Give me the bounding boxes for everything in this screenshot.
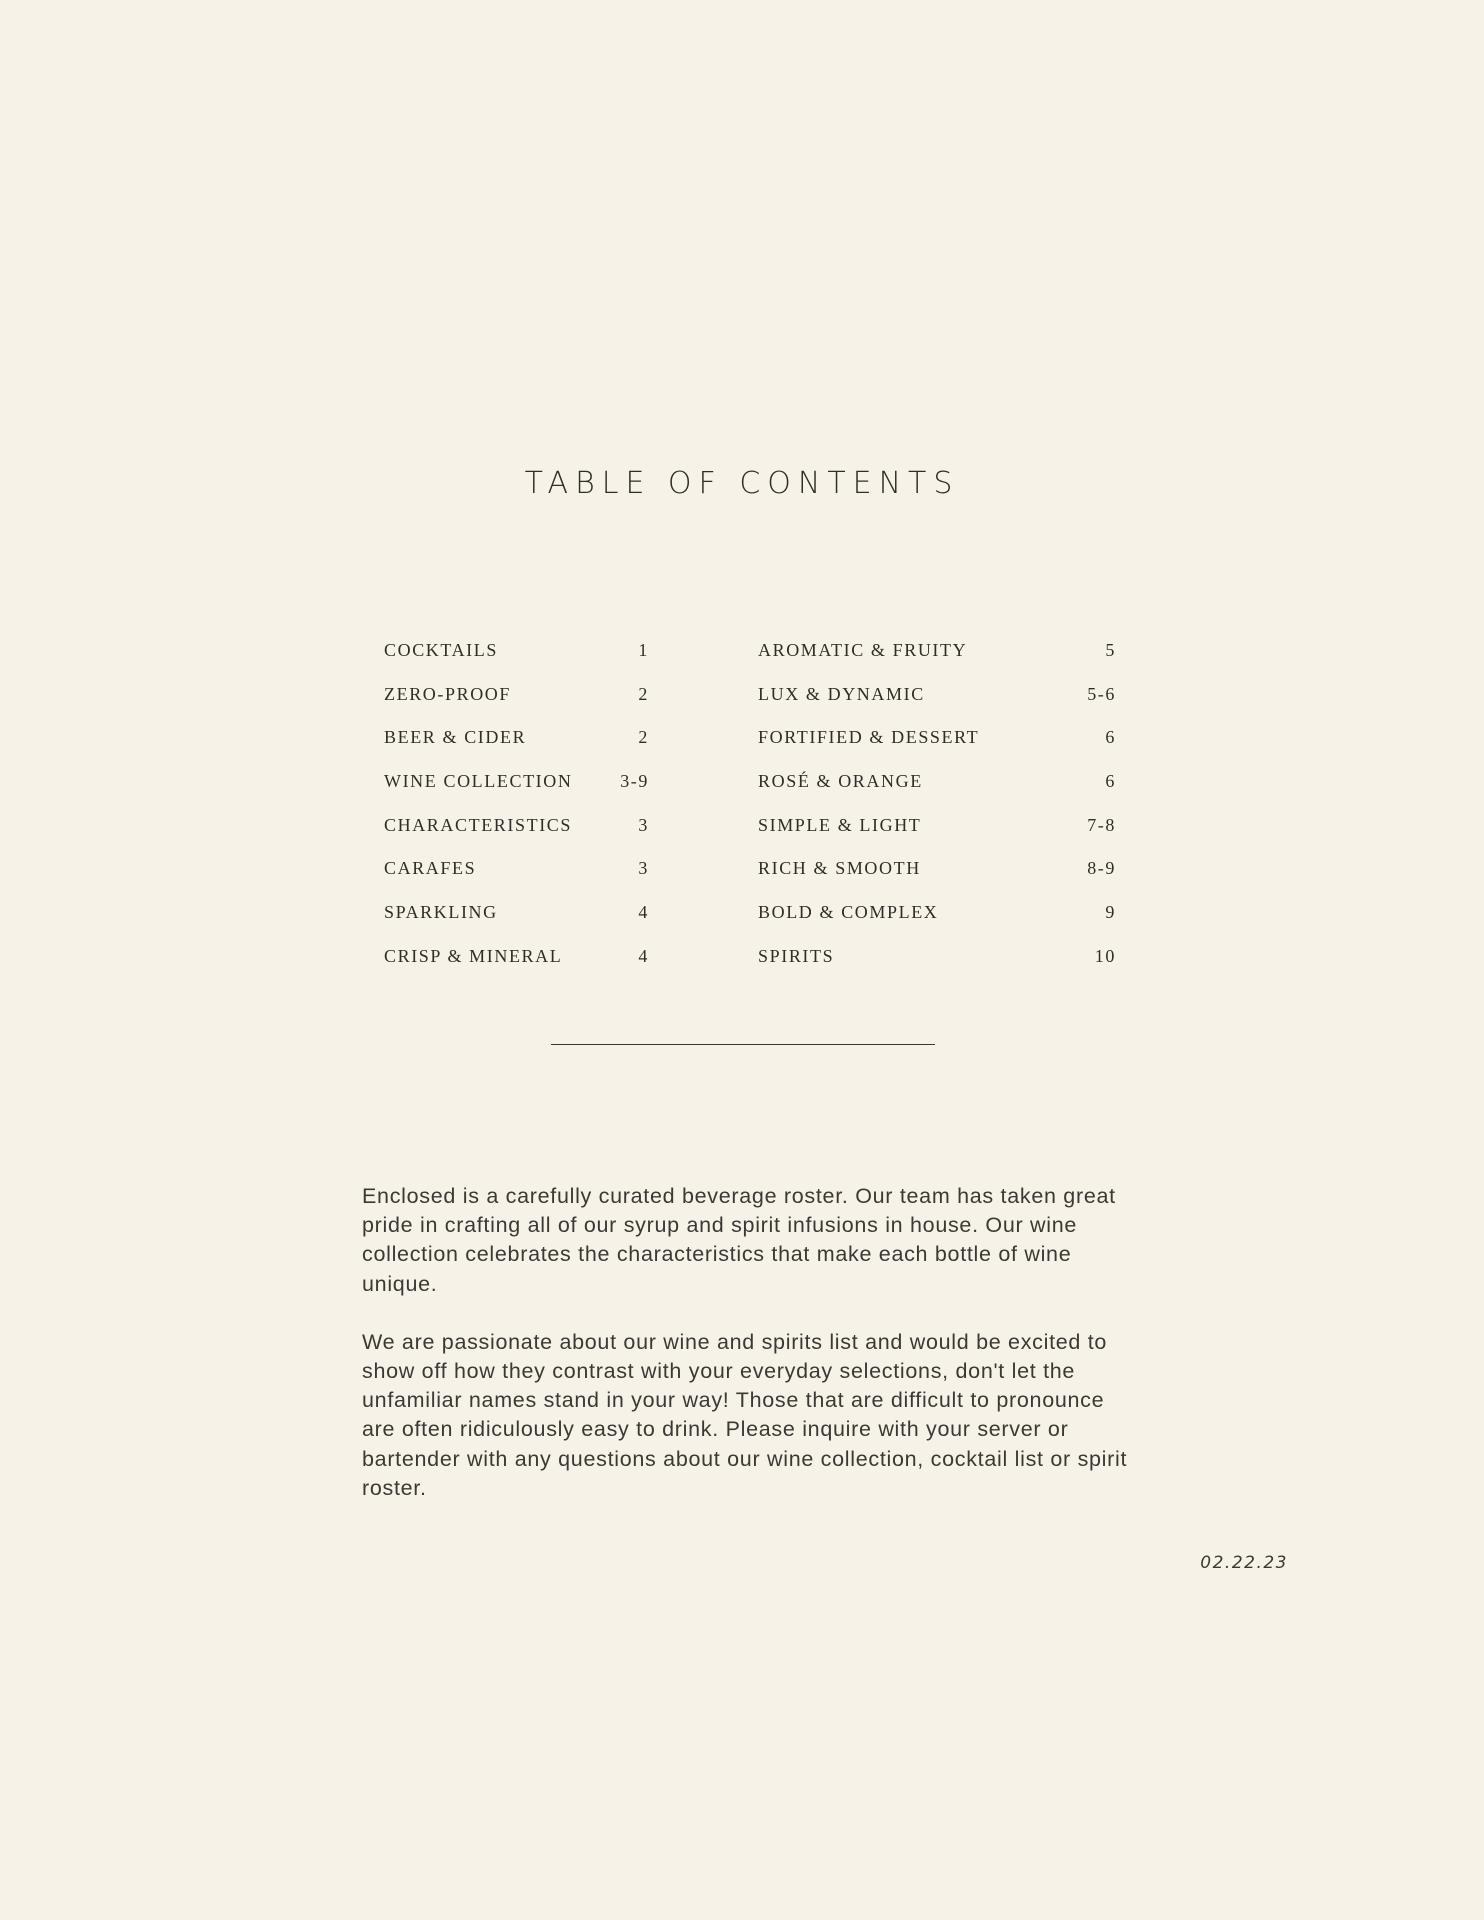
toc-entry-label: ROSÉ & ORANGE xyxy=(758,771,923,792)
toc-entry-page: 3 xyxy=(638,814,649,835)
toc-entry-bold-complex[interactable] xyxy=(758,902,1116,946)
intro-paragraph-1: Enclosed is a carefully curated beverage roster. Our team has taken great pride in crafting all of our syrup and spirit infusions in house. Our wine collection celebrates the characteristics that make each bottle of wine unique. xyxy=(362,1184,1116,1296)
toc-entry-spirits[interactable] xyxy=(758,946,1116,990)
toc-entry-label: AROMATIC & FRUITY xyxy=(758,640,968,660)
section-divider xyxy=(551,1044,935,1045)
toc-entry-page: 2 xyxy=(638,683,649,704)
toc-entry-rich-smooth[interactable] xyxy=(758,858,1116,902)
toc-entry-page: 10 xyxy=(1094,945,1116,966)
toc-entry-lux-dynamic[interactable] xyxy=(758,684,1116,728)
toc-left-column xyxy=(384,640,649,990)
intro-paragraph-2: We are passionate about our wine and spirits list and would be excited to show off how they contrast with your everyday selections, don't let the unfamiliar names stand in your way! Those that are difficult to pronounce are often ridiculously easy to drink. Please inquire with your server or bartender with any questions about our wine collection, cocktail list or spirit roster. xyxy=(362,1329,1128,1500)
toc-entry-label: CRISP & MINERAL xyxy=(384,945,563,966)
toc-entry-page: 2 xyxy=(638,727,649,748)
toc-entry-page: 9 xyxy=(1105,902,1116,923)
toc-entry-label: SPIRITS xyxy=(758,945,835,966)
toc-entry-page: 4 xyxy=(638,945,649,966)
toc-entry-page: 5 xyxy=(1105,640,1116,660)
toc-entry-wine-collection[interactable] xyxy=(384,771,649,815)
toc-entry-rose-orange[interactable] xyxy=(758,771,1116,815)
toc-entry-label: SPARKLING xyxy=(384,902,498,923)
toc-entry-aromatic-fruity[interactable] xyxy=(758,640,1116,684)
page-title: TABLE OF CONTENTS xyxy=(524,466,960,501)
toc-entry-label: SIMPLE & LIGHT xyxy=(758,814,922,835)
toc-entry-label: LUX & DYNAMIC xyxy=(758,683,925,704)
toc-entry-page: 7-8 xyxy=(1087,814,1116,835)
toc-entry-page: 4 xyxy=(638,902,649,923)
toc-entry-label: BOLD & COMPLEX xyxy=(758,902,939,923)
toc-entry-crisp-mineral[interactable] xyxy=(384,946,649,990)
toc-entry-sparkling[interactable] xyxy=(384,902,649,946)
toc-right-column xyxy=(758,640,1116,990)
toc-entry-label: CHARACTERISTICS xyxy=(384,814,573,835)
toc-entry-zero-proof[interactable] xyxy=(384,684,649,728)
intro-text xyxy=(362,1182,1142,1532)
toc-entry-label: CARAFES xyxy=(384,858,477,879)
toc-entry-simple-light[interactable] xyxy=(758,815,1116,859)
toc-entry-label: RICH & SMOOTH xyxy=(758,858,921,879)
toc-entry-carafes[interactable] xyxy=(384,858,649,902)
toc-entry-page: 3-9 xyxy=(620,771,649,792)
toc-entry-page: 1 xyxy=(638,640,649,660)
toc-entry-label: COCKTAILS xyxy=(384,640,498,660)
toc-entry-page: 6 xyxy=(1105,727,1116,748)
toc-entry-label: FORTIFIED & DESSERT xyxy=(758,727,980,748)
toc-entry-beer-cider[interactable] xyxy=(384,727,649,771)
toc-entry-label: ZERO-PROOF xyxy=(384,683,512,704)
toc-entry-fortified-dessert[interactable] xyxy=(758,727,1116,771)
toc-entry-characteristics[interactable] xyxy=(384,815,649,859)
toc-entry-page: 6 xyxy=(1105,771,1116,792)
toc-entry-label: WINE COLLECTION xyxy=(384,771,573,792)
toc-entry-page: 8-9 xyxy=(1087,858,1116,879)
toc-entry-cocktails[interactable] xyxy=(384,640,649,684)
toc-entry-label: BEER & CIDER xyxy=(384,727,527,748)
toc-entry-page: 3 xyxy=(638,858,649,879)
toc-entry-page: 5-6 xyxy=(1087,683,1116,704)
menu-date: 02.22.23 xyxy=(1200,1553,1288,1573)
